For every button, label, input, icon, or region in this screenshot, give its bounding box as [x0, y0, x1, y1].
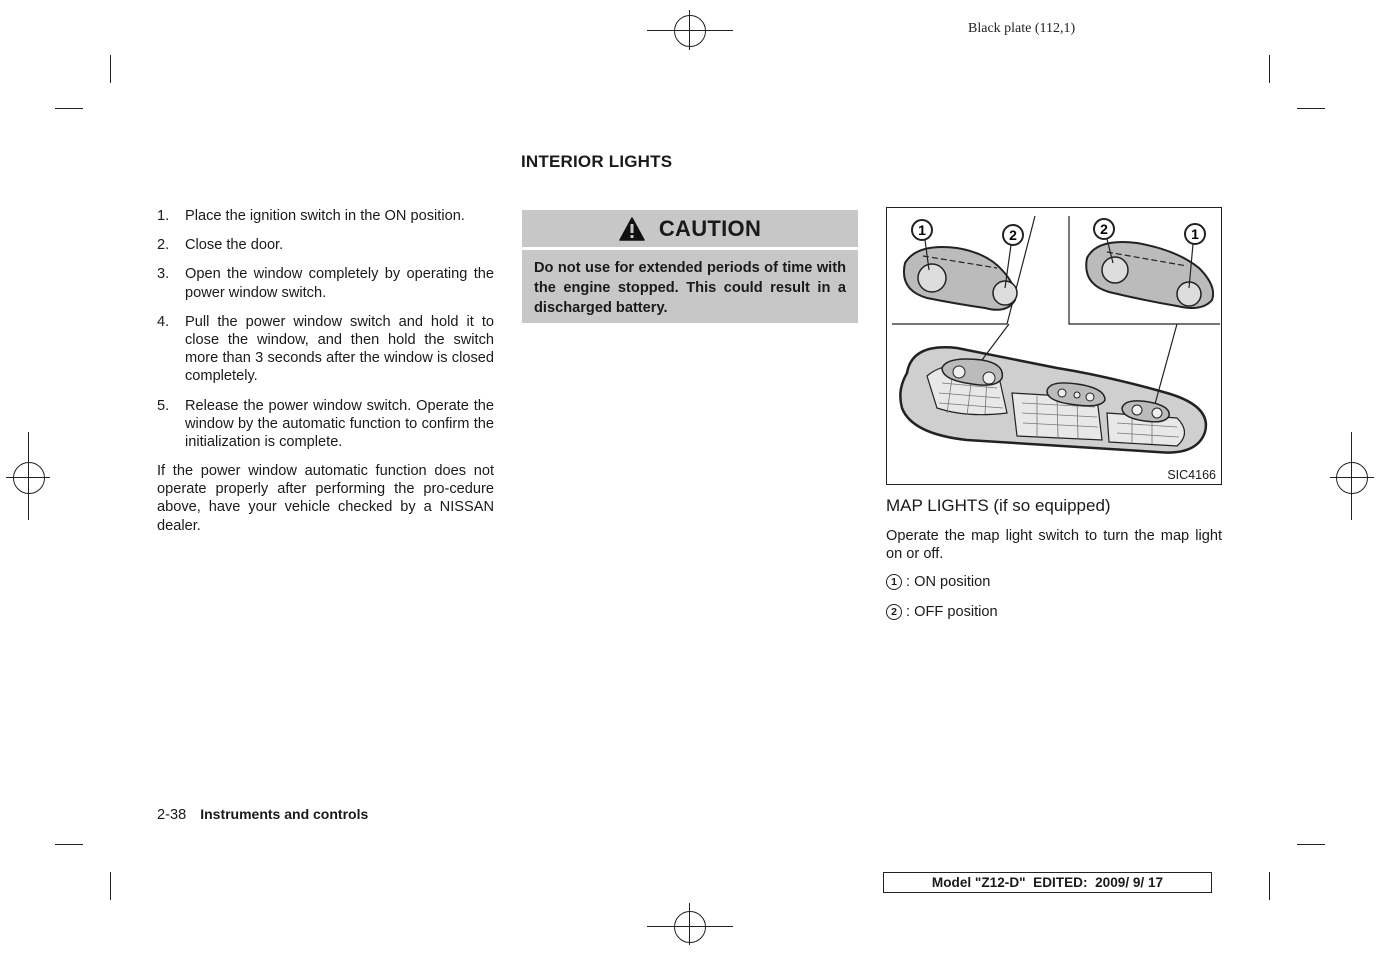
page-footer	[157, 806, 368, 823]
callout-label: 2	[1009, 227, 1017, 243]
procedure-steps	[157, 207, 494, 462]
caution-label: CAUTION	[658, 215, 762, 241]
list-item	[157, 265, 494, 301]
model-edit-stamp	[883, 872, 1212, 893]
step-text: Place the ignition switch in the ON position.	[185, 208, 465, 224]
model-edit-text: Model "Z12-D" EDITED: 2009/ 9/ 17	[931, 875, 1164, 890]
legend-on-position	[886, 574, 990, 590]
callout-label: 1	[1191, 226, 1199, 242]
plate-label: Black plate (112,1)	[968, 21, 1076, 36]
step-number: 1.	[157, 208, 170, 224]
step-number: 4.	[157, 313, 170, 330]
list-item	[157, 397, 494, 452]
step-number: 2.	[157, 237, 170, 254]
step-text: Close the door.	[185, 237, 284, 254]
step-text: Open the window completely by operating the power window switch.	[185, 266, 494, 301]
map-lights-title: MAP LIGHTS (if so equipped)	[886, 496, 1111, 515]
callout-label: 1	[918, 222, 926, 238]
list-item	[157, 236, 494, 254]
step-text: Pull the power window switch and hold it to close the window, and then hold the switch more than 3 seconds after the window is closed completely.	[185, 313, 494, 385]
overhead-console	[900, 324, 1206, 453]
caution-box	[522, 210, 858, 323]
figure-code: SIC4166	[1167, 468, 1216, 482]
right-inset-lamp	[1086, 242, 1213, 308]
caution-text: Do not use for extended periods of time with the engine stopped. This could result in a discharged battery.	[522, 250, 858, 323]
callout-badge: 2	[886, 604, 902, 620]
map-light-illustration	[887, 208, 1221, 484]
caution-header	[522, 210, 858, 247]
map-lights-description: Operate the map light switch to turn the map light on or off.	[886, 528, 1222, 563]
warning-triangle-icon	[619, 217, 645, 241]
list-item	[157, 207, 494, 225]
dealer-note: If the power window automatic function does not operate properly after performing the pro-cedure above, have your vehicle checked by a NISSAN dealer.	[157, 463, 494, 534]
callout-label: 2	[1100, 221, 1108, 237]
callout-badge: 1	[886, 574, 902, 590]
legend-text: : ON position	[906, 574, 991, 590]
step-number: 5.	[157, 397, 170, 414]
left-inset-lamp	[904, 247, 1017, 310]
step-text: Release the power window switch. Operate the window by the automatic function to confirm the initialization is complete.	[185, 397, 494, 451]
step-number: 3.	[157, 266, 170, 283]
legend-off-position	[886, 604, 998, 620]
footer-section-title: Instruments and controls	[200, 806, 369, 822]
section-title: INTERIOR LIGHTS	[521, 152, 673, 171]
page-number: 2-38	[157, 807, 187, 823]
map-light-figure	[886, 207, 1222, 485]
list-item	[157, 313, 494, 386]
callout-2-left	[1003, 225, 1023, 288]
legend-text: : OFF position	[906, 604, 998, 620]
